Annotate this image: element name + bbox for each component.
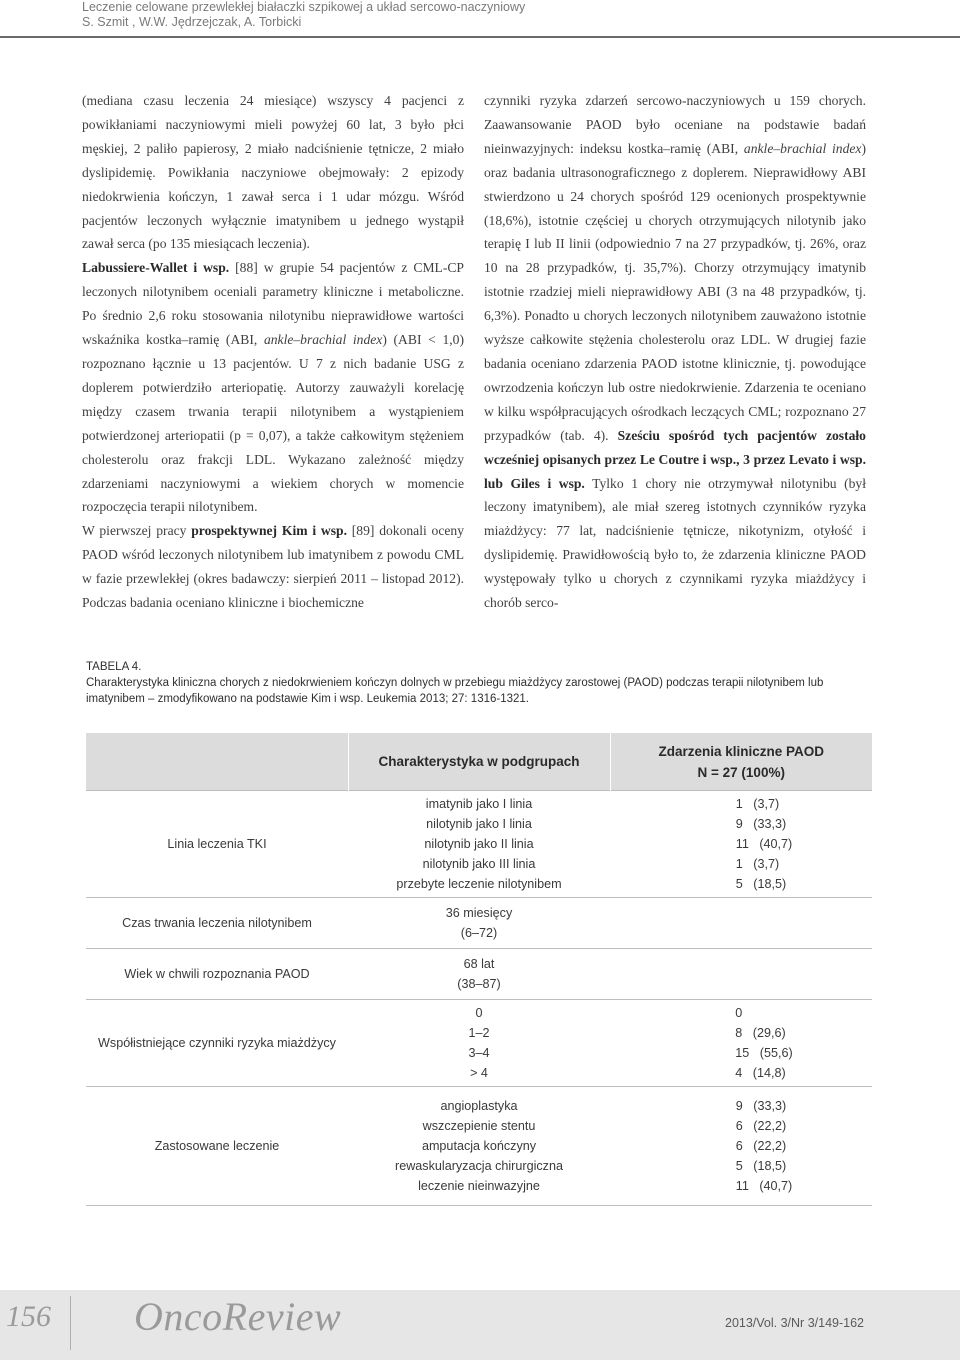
running-header-title: Leczenie celowane przewlekłej białaczki szpikowej a układ sercowo-naczyniowy	[82, 0, 526, 14]
journal-reference: 2013/Vol. 3/Nr 3/149-162	[725, 1316, 864, 1330]
right-paragraph-bold: Sześciu spośród tych pacjentów zostało wcześniej opisanych przez Le Coutre i wsp., 3 przez Levato i wsp. lub Giles i wsp.	[484, 427, 866, 491]
left-paragraph-3-text-a: W pierwszej pracy	[82, 523, 192, 539]
row-values	[610, 1087, 872, 1206]
subgroup-item: imatynib jako I linia	[425, 797, 533, 811]
value-item: 5 (18,5)	[735, 1159, 787, 1173]
row-values	[610, 898, 872, 949]
subgroup-item: 1–2	[468, 1026, 490, 1040]
value-item: 4 (14,8)	[735, 1066, 786, 1080]
value-item: 1 (3,7)	[735, 797, 780, 811]
value-item: 9 (33,3)	[735, 817, 787, 831]
right-paragraph-text-c: Tylko 1 chory nie otrzymywał nilotynibu (był leczony imatynibem), ale miał szereg istotnych czynników ryzyka miażdżycy: 77 lat, nadciśnienie tętnicze, nikotynizm, otyłość i dyslipidemię. Prawidłowością było to, że zdarzenia kliniczne PAOD występowały tylko u chorych z czynnikami ryzyka miażdżycy i chorób serco-	[484, 475, 866, 611]
subgroup-item: 3–4	[468, 1046, 490, 1060]
table-header-row	[86, 733, 872, 791]
page-number: 156	[6, 1300, 51, 1333]
row-subgroups	[348, 791, 610, 898]
subgroup-item: 0	[475, 1006, 483, 1020]
row-values	[610, 1000, 872, 1087]
table-row	[86, 949, 872, 1000]
citation-kim: prospektywnej Kim i wsp.	[191, 523, 347, 539]
value-item: 6 (22,2)	[735, 1119, 787, 1133]
left-paragraph-2-text-a: [88] w grupie 54 pacjentów z CML-CP leczonych nilotynibem oceniali parametry kliniczne i metaboliczne. Po średnio 2,6 roku stosowania nilotynibu nieprawidłowe wartości wskaźnika kostka–ramię (ABI,	[82, 260, 464, 348]
subgroup-item: (38–87)	[457, 977, 501, 991]
subgroup-item: 36 miesięcy	[445, 906, 513, 920]
header-cell-events	[610, 733, 872, 791]
header-events-n: N = 27 (100%)	[697, 764, 785, 780]
right-paragraph-text-a: czynniki ryzyka zdarzeń sercowo-naczyniowych u 159 chorych. Zaawansowanie PAOD było oceniane na podstawie badań nieinwazyjnych: indeksu kostka–ramię (ABI,	[484, 93, 866, 156]
value-item: 1 (3,7)	[735, 857, 780, 871]
footer-divider	[70, 1296, 71, 1350]
table-row	[86, 1000, 872, 1087]
subgroup-item: przebyte leczenie nilotynibem	[396, 877, 562, 891]
value-item: 11 (40,7)	[735, 1179, 793, 1193]
row-subgroups	[348, 1087, 610, 1206]
right-paragraph-1	[484, 89, 866, 615]
right-paragraph-italic: ankle–brachial index	[743, 140, 862, 156]
left-paragraph-2-italic: ankle–brachial index	[263, 332, 383, 348]
row-values	[610, 791, 872, 898]
value-item: 15 (55,6)	[735, 1046, 793, 1060]
table-row	[86, 898, 872, 949]
value-item: 6 (22,2)	[735, 1139, 787, 1153]
table-caption-text: Charakterystyka kliniczna chorych z niedokrwieniem kończyn dolnych w przebiegu miażdżycy zarostowej (PAOD) podczas terapii nilotynibem lub imatynibem – zmodyfikowano na podstawie Kim i wsp. Leukemia 2013; 27: 1316-1321.	[86, 677, 824, 705]
header-rule	[0, 36, 960, 38]
table-row	[86, 1087, 872, 1206]
left-paragraph-2	[82, 256, 464, 519]
value-item: 8 (29,6)	[735, 1026, 786, 1040]
subgroup-item: leczenie nieinwazyjne	[418, 1179, 540, 1193]
left-text-column	[82, 89, 464, 615]
table-4	[86, 733, 872, 1206]
left-paragraph-3-text-b: [89] dokonali oceny PAOD wśród leczonych nilotynibem lub imatynibem z powodu CML w fazie przewlekłej (okres badawczy: sierpień 2011 – listopad 2012). Podczas badania oceniano kliniczne i biochemiczne	[82, 523, 465, 611]
subgroup-item: angioplastyka	[440, 1099, 518, 1113]
value-item: 5 (18,5)	[735, 877, 787, 891]
subgroup-item: amputacja kończyny	[421, 1139, 537, 1153]
table-row	[86, 791, 872, 898]
table-label: TABELA 4.	[86, 661, 142, 673]
subgroup-item: 68 lat	[463, 957, 495, 971]
subgroup-item: rewaskularyzacja chirurgiczna	[395, 1159, 563, 1173]
value-item: 9 (33,3)	[735, 1099, 787, 1113]
row-label: Czas trwania leczenia nilotynibem	[86, 898, 348, 949]
running-header	[82, 0, 702, 30]
value-item: 11 (40,7)	[735, 837, 793, 851]
subgroup-item: nilotynib jako I linia	[426, 817, 532, 831]
left-paragraph-2-text-b: ) (ABI < 1,0) rozpoznano łącznie u 13 pacjentów. U 7 z nich badanie USG z doplerem potwierdziło arteriopatię. Autorzy zauważyli korelację między czasem trwania terapii nilotynibem a wystąpieniem potwierdzonej arteriopatii (p = 0,07), a także całkowitym stężeniem cholesterolu oraz frakcji LDL. Wykazano zależność między zdarzeniami naczyniowymi a wiekiem chorych w momencie rozpoczęcia terapii nilotynibem.	[82, 332, 464, 515]
subgroup-item: wszczepienie stentu	[422, 1119, 536, 1133]
row-values	[610, 949, 872, 1000]
right-paragraph-text-b: ) oraz badania ultrasonograficznego z doplerem. Nieprawidłowy ABI stwierdzono u 24 chorych spośród 129 ocenionych prospektywnie (18,6%), istotnie częściej u chorych otrzymujących nilotynib jako terapię I lub II linii (odpowiednio 7 na 27 przypadków, tj. 26%, oraz 10 na 28 przypadków, tj. 35,7%). Chorzy otrzymujący imatynib istotnie rzadziej mieli nieprawidłowy ABI (3 na 48 przypadków, tj. 6,3%). Ponadto u chorych leczonych nilotynibem zauważono istotnie wyższe całkowite stężenia cholesterolu oraz LDL. W drugiej fazie badania oceniano zdarzenia PAOD istotne klinicznie, tj. powodujące owrzodzenia kończyn lub ostre niedokrwienie. Zdarzenia te oceniano w kilku współpracujących ośrodkach leczących CML; rozpoznano 27 przypadków (tab. 4).	[484, 140, 866, 443]
row-label: Wiek w chwili rozpoznania PAOD	[86, 949, 348, 1000]
subgroup-item: nilotynib jako III linia	[422, 857, 536, 871]
row-label: Współistniejące czynniki ryzyka miażdżycy	[86, 1000, 348, 1087]
header-events-title: Zdarzenia kliniczne PAOD	[658, 743, 825, 759]
row-label: Linia leczenia TKI	[86, 791, 348, 898]
row-subgroups	[348, 898, 610, 949]
row-label: Zastosowane leczenie	[86, 1087, 348, 1206]
journal-logo: OncoReview	[134, 1294, 342, 1339]
citation-labussiere: Labussiere-Wallet i wsp.	[82, 260, 230, 276]
row-subgroups	[348, 949, 610, 1000]
subgroup-item: (6–72)	[460, 926, 498, 940]
subgroup-item: > 4	[470, 1066, 488, 1080]
value-item: 0	[735, 1006, 743, 1020]
header-cell-empty	[86, 733, 348, 791]
left-paragraph-3	[82, 519, 464, 615]
table-caption	[86, 659, 876, 707]
right-text-column	[484, 89, 866, 615]
row-subgroups	[348, 1000, 610, 1087]
running-header-authors: S. Szmit , W.W. Jędrzejczak, A. Torbicki	[82, 15, 302, 29]
header-cell-subgroups: Charakterystyka w podgrupach	[348, 733, 610, 791]
subgroup-item: nilotynib jako II linia	[424, 837, 534, 851]
left-paragraph-1: (mediana czasu leczenia 24 miesiące) wszyscy 4 pacjenci z powikłaniami naczyniowymi mieli powyżej 60 lat, 3 było płci męskiej, 2 paliło papierosy, 2 miało nadciśnienie tętnicze, 2 miało dyslipidemię. Powikłania naczyniowe obejmowały: 2 epizody niedokrwienia kończyn, 1 zawał serca i 1 udar mózgu. Wśród pacjentów leczonych wyłącznie imatynibem u jednego wystąpił zawał serca (po 135 miesiącach leczenia).	[82, 93, 464, 252]
